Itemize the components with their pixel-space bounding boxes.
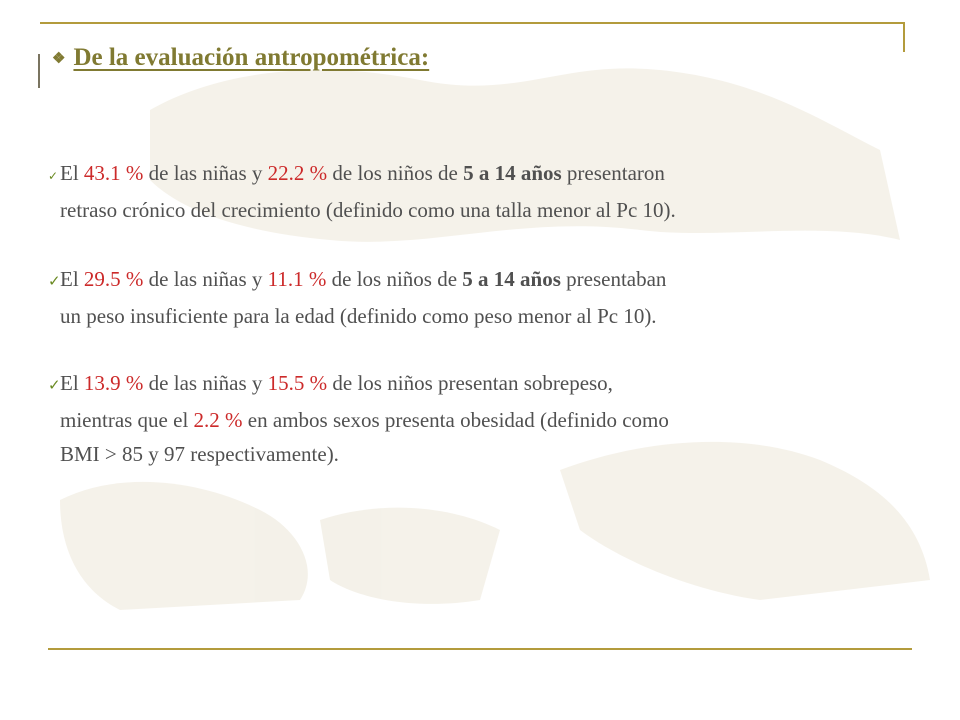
item-continuation	[48, 403, 920, 437]
item-text: El	[60, 267, 84, 291]
item-text: de los niños de	[326, 267, 463, 291]
item-text: de las niñas y	[143, 371, 268, 395]
girls-value: 29.5 %	[83, 267, 144, 291]
check-icon: ✓	[48, 169, 59, 183]
item-text: de las niñas y	[143, 267, 268, 291]
left-rule	[38, 54, 40, 88]
item-text: de los niños de	[327, 161, 464, 185]
item-text: presentaron	[561, 161, 665, 185]
list-item	[48, 156, 920, 227]
bottom-rule	[48, 648, 912, 650]
slide-title-text: De la evaluación antropométrica:	[73, 44, 430, 71]
top-rule	[40, 22, 905, 24]
age-range: 5 a 14 años	[463, 161, 562, 185]
girls-value: 13.9 %	[83, 371, 144, 395]
item-continuation: retraso crónico del crecimiento (definido como una talla menor al Pc 10).	[60, 198, 676, 222]
item-text: de los niños presentan sobrepeso,	[327, 371, 613, 395]
item-text: El	[60, 371, 84, 395]
check-icon: ✓	[48, 378, 61, 394]
boys-value: 15.5 %	[267, 371, 328, 395]
item-text: mientras que el	[60, 408, 194, 432]
boys-value: 11.1 %	[267, 267, 327, 291]
check-icon: ✓	[48, 274, 61, 290]
right-rule	[903, 22, 905, 52]
item-continuation: un peso insuficiente para la edad (definido como peso menor al Pc 10).	[60, 304, 657, 328]
girls-value: 43.1 %	[83, 161, 144, 185]
item-continuation: BMI > 85 y 97 respectivamente).	[60, 442, 339, 466]
diamond-bullet-icon: ❖	[52, 50, 66, 67]
slide-title	[52, 40, 429, 76]
item-text: de las niñas y	[143, 161, 268, 185]
both-sexes-value: 2.2 %	[193, 408, 243, 432]
item-text: El	[60, 161, 84, 185]
age-range: 5 a 14 años	[462, 267, 561, 291]
list-item	[48, 262, 920, 333]
item-text: presentaban	[560, 267, 667, 291]
list-item	[48, 366, 920, 471]
item-text: en ambos sexos presenta obesidad (definido como	[242, 408, 669, 432]
boys-value: 22.2 %	[267, 161, 328, 185]
